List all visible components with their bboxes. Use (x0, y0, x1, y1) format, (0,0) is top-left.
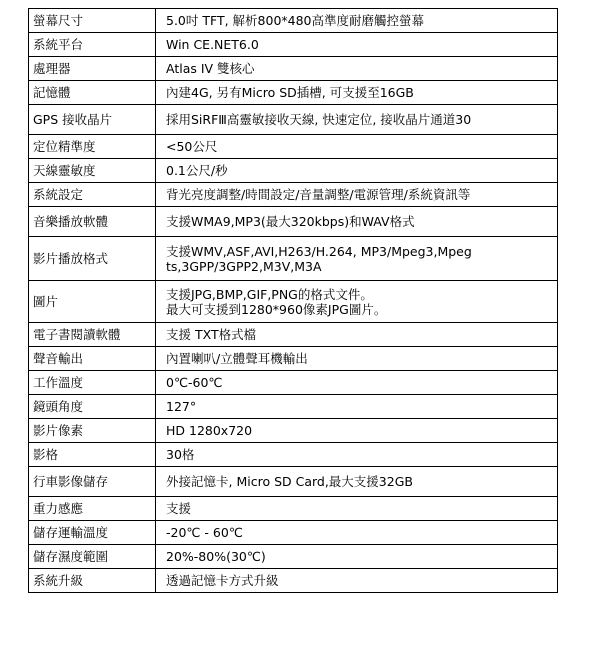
spec-label: 記憶體 (29, 81, 156, 105)
spec-label: 行車影像儲存 (29, 467, 156, 497)
spec-label: 工作溫度 (29, 371, 156, 395)
spec-label: 系統平台 (29, 33, 156, 57)
spec-row (29, 347, 558, 371)
spec-row (29, 323, 558, 347)
spec-row (29, 569, 558, 593)
spec-row (29, 281, 558, 323)
spec-label: 定位精準度 (29, 135, 156, 159)
spec-value: 背光亮度調整/時間設定/音量調整/電源管理/系統資訊等 (156, 183, 558, 207)
spec-value: 30格 (156, 443, 558, 467)
spec-value: 內建4G, 另有Micro SD插槽, 可支援至16GB (156, 81, 558, 105)
spec-row (29, 237, 558, 281)
spec-label: 影片像素 (29, 419, 156, 443)
spec-row (29, 105, 558, 135)
spec-table (28, 8, 558, 593)
spec-row (29, 33, 558, 57)
spec-value: 支援WMA9,MP3(最大320kbps)和WAV格式 (156, 207, 558, 237)
spec-value: 採用SiRFⅢ高靈敏接收天線, 快速定位, 接收晶片通道30 (156, 105, 558, 135)
spec-value: 外接記憶卡, Micro SD Card,最大支援32GB (156, 467, 558, 497)
spec-value: 5.0吋 TFT, 解析800*480高準度耐磨觸控螢幕 (156, 9, 558, 33)
spec-row (29, 521, 558, 545)
spec-row (29, 207, 558, 237)
spec-value: HD 1280x720 (156, 419, 558, 443)
spec-row (29, 81, 558, 105)
spec-value: Atlas IV 雙核心 (156, 57, 558, 81)
spec-row (29, 395, 558, 419)
spec-label: 儲存運輸溫度 (29, 521, 156, 545)
spec-label: 電子書閱讀軟體 (29, 323, 156, 347)
spec-value: -20℃ - 60℃ (156, 521, 558, 545)
spec-value: 支援 TXT格式檔 (156, 323, 558, 347)
spec-value: 支援 (156, 497, 558, 521)
spec-label: 系統設定 (29, 183, 156, 207)
spec-label: 音樂播放軟體 (29, 207, 156, 237)
spec-label: 影片播放格式 (29, 237, 156, 281)
spec-table-body (29, 9, 558, 593)
spec-label: 儲存濕度範圍 (29, 545, 156, 569)
spec-row (29, 467, 558, 497)
spec-label: 鏡頭角度 (29, 395, 156, 419)
spec-row (29, 443, 558, 467)
spec-label: 系統升級 (29, 569, 156, 593)
spec-row (29, 159, 558, 183)
spec-row (29, 183, 558, 207)
spec-row (29, 9, 558, 33)
spec-row (29, 545, 558, 569)
spec-label: GPS 接收晶片 (29, 105, 156, 135)
spec-row (29, 57, 558, 81)
spec-row (29, 419, 558, 443)
spec-label: 聲音輸出 (29, 347, 156, 371)
spec-value: 0.1公尺/秒 (156, 159, 558, 183)
spec-value: 內置喇叭/立體聲耳機輸出 (156, 347, 558, 371)
spec-value: 透過記憶卡方式升級 (156, 569, 558, 593)
spec-row (29, 497, 558, 521)
spec-label: 處理器 (29, 57, 156, 81)
spec-value: <50公尺 (156, 135, 558, 159)
spec-value: Win CE.NET6.0 (156, 33, 558, 57)
spec-value: 支援WMV,ASF,AVI,H263/H.264, MP3/Mpeg3,Mpeg ts,3GPP/3GPP2,M3V,M3A (156, 237, 558, 281)
spec-label: 圖片 (29, 281, 156, 323)
spec-value: 127° (156, 395, 558, 419)
spec-label: 影格 (29, 443, 156, 467)
spec-value: 支援JPG,BMP,GIF,PNG的格式文件。 最大可支援到1280*960像素JPG圖片。 (156, 281, 558, 323)
spec-label: 天線靈敏度 (29, 159, 156, 183)
spec-value: 0℃-60℃ (156, 371, 558, 395)
spec-value: 20%-80%(30℃) (156, 545, 558, 569)
spec-row (29, 371, 558, 395)
spec-label: 螢幕尺寸 (29, 9, 156, 33)
spec-label: 重力感應 (29, 497, 156, 521)
spec-row (29, 135, 558, 159)
